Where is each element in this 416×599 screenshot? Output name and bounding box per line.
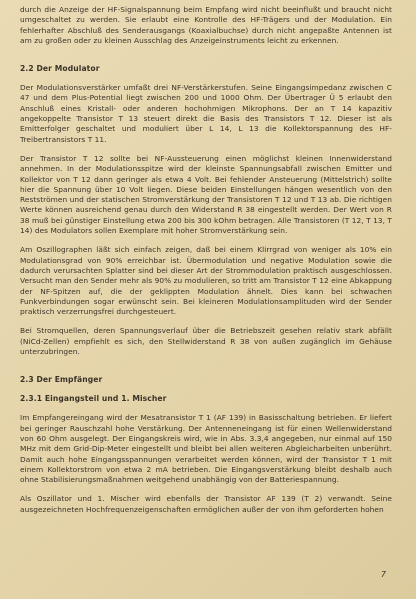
- heading-receiver: 2.3 Der Empfänger: [20, 375, 103, 385]
- paragraph-modulator-3: Am Oszillographen läßt sich einfach zeigen, daß bei einem Klirrgrad von weniger als 10% ein Modulationsgrad von 90% erreichbar ist. Übermodulation und negative Modulation sowie die dadurch verursachten Splatter sind bei dieser Art der Strommodulation praktisch ausgeschlossen. Versucht man den Sender mehr als 90% zu modulieren, so tritt am Transistor T 12 eine Abkappung der NF-Spitzen auf, die der geklippten Modulation ähnelt. Dies kann bei schwachen Funkverbindungen sogar erwünscht sein. Bei kleineren Modulationsamplituden wird der Sender praktisch verzerrungsfrei durchgesteuert.: [20, 245, 392, 317]
- paragraph-intro: durch die Anzeige der HF-Signalspannung beim Empfang wird nicht beeinflußt und braucht nicht umgeschaltet zu werden. Sie erlaubt eine Kontrolle des HF-Trägers und der Modulation. Ein fehlerhafter Abschluß des Senderausgangs (Koaxialbuchse) durch nicht angepaßte Antennen ist am zu großen oder zu kleinen Ausschlag des Anzeigeinstruments leicht zu erkennen.: [20, 5, 392, 45]
- paragraph-receiver-1: Im Empfangereingang wird der Mesatransistor T 1 (AF 139) in Basisschaltung betrieben. Er liefert bei geringer Rauschzahl hohe Verstärkung. Der Antenneneingang ist für einen Wellenwiderstand von 60 Ohm ausgelegt. Der Eingangskreis wird, wie in Abs. 3.3,4 angegeben, nur einmal auf 150 MHz mit dem Grid-Dip-Meter eingestellt und bleibt bei allen weiteren Abgleicharbeiten unberührt. Damit auch hohe Eingangsspannungen verarbeitet werden können, wird der Transistor T 1 mit einem Kollektorstrom von etwa 2 mA betrieben. Die Eingangsverstärkung bleibt deshalb auch ohne Stabilisierungsmaßnahmen weitgehend unabhängig von der Batteriespannung.: [20, 413, 392, 485]
- paragraph-receiver-2: Als Oszillator und 1. Mischer wird ebenfalls der Transistor AF 139 (T 2) verwandt. Seine ausgezeichneten Hochfrequenzeigenschaften ermöglichen außer der von ihm geforderten hohen: [20, 494, 392, 514]
- page-number: 7: [380, 570, 386, 579]
- paragraph-modulator-4: Bei Stromquellen, deren Spannungsverlauf über die Betriebszeit gesehen relativ stark abfällt (NiCd-Zellen) empfiehlt es sich, den Stellwiderstand R 38 von außen zugänglich im Gehäuse unterzubringen.: [20, 326, 392, 357]
- heading-modulator: 2.2 Der Modulator: [20, 64, 100, 74]
- paragraph-modulator-1: Der Modulationsverstärker umfaßt drei NF-Verstärkerstufen. Seine Eingangsimpedanz zwischen C 47 und dem Plus-Potential liegt zwischen 200 und 1000 Ohm. Der Übertrager Ü 5 erlaubt den Anschluß eines Kristall- oder anderen hochohmigen Mikrophons. Der an T 14 kapazitiv angekoppelte Transistor T 13 steuert direkt die Basis des Transistors T 12. Dieser ist als Emitterfolger geschaltet und moduliert über L 14, L 13 die Kollektorspannung des HF-Treibertransistors T 11.: [20, 83, 392, 144]
- heading-input-stage: 2.3.1 Eingangsteil und 1. Mischer: [20, 394, 167, 404]
- paragraph-modulator-2: Der Transistor T 12 sollte bei NF-Aussteuerung einen möglichst kleinen Innenwiderstand annehmen. In der Modulationsspitze wird der kleinste Spannungsabfall zwischen Emitter und Kollektor von T 12 dann geringer als etwa 4 Volt. Bei fehlender Ansteuerung (Mittelstrich) sollte hier die Spannung über 10 Volt liegen. Diese beiden Einstellungen hängen wesentlich von den Restströmen und der statischen Stromverstärkung der Transistoren T 12 und T 13 ab. Die richtigen Werte können ausreichend genau durch den Widerstand R 38 eingestellt werden. Der Wert von R 38 muß bei günstiger Einstellung etwa 200 bis 300 kOhm betragen. Alle Transistoren (T 12, T 13, T 14) des Modulators sollen Exemplare mit hoher Stromverstärkung sein.: [20, 153, 392, 236]
